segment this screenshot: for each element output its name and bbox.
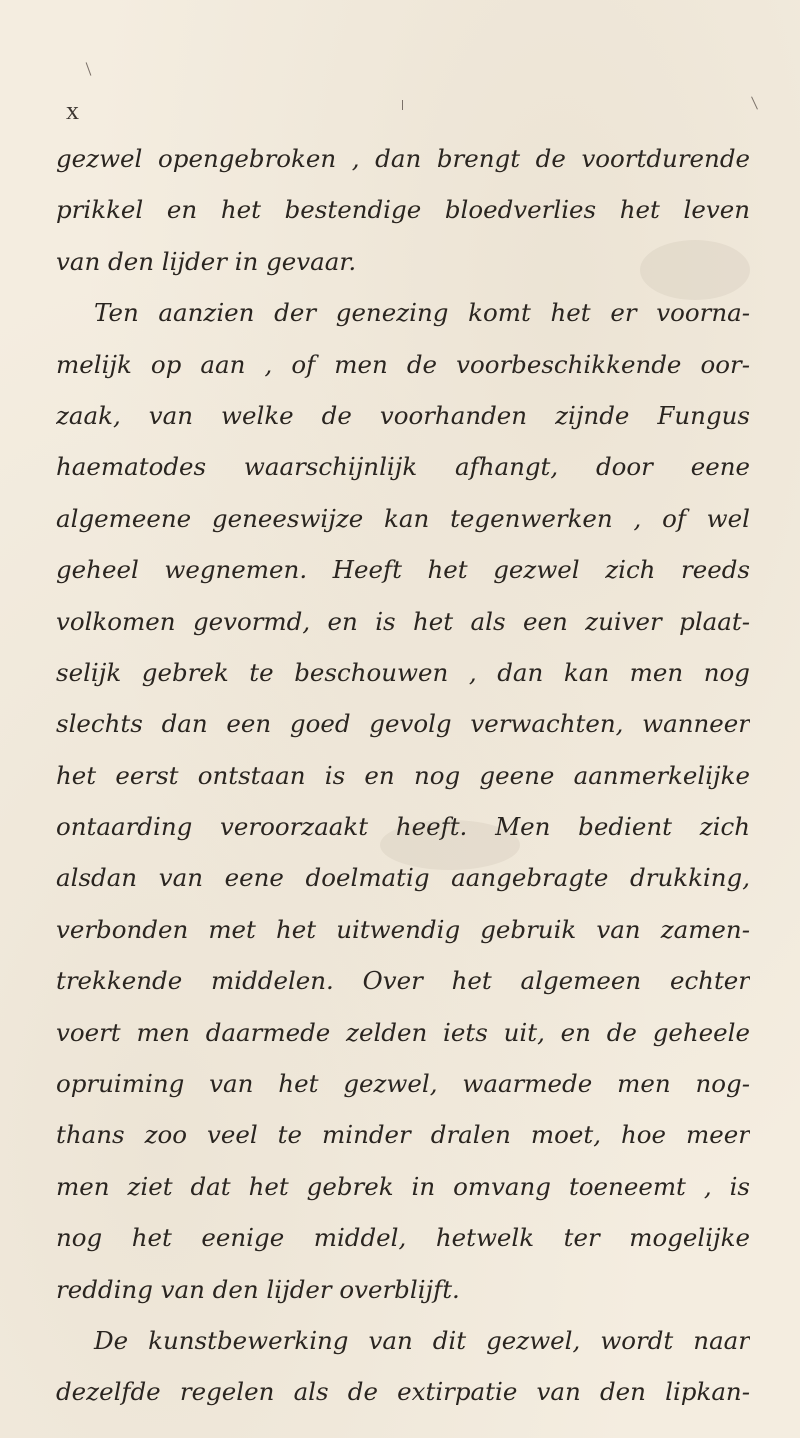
text-line: geheel wegnemen. Heeft het gezwel zich reeds [56,555,750,585]
text-line: ontaarding veroorzaakt heeft. Men bedient zich [56,812,750,842]
text-line: thans zoo veel te minder dralen moet, hoe meer [56,1120,750,1150]
text-line: melijk op aan , of men de voorbeschikkende oor- [56,349,750,379]
body-text [56,133,750,1418]
text-line: gezwel opengebroken , dan brengt de voortdurende [56,144,750,173]
margin-mark [86,62,92,75]
text-line: van den lijder in gevaar. [56,246,357,276]
text-line: volkomen gevormd, en is het als een zuiver plaat- [56,606,750,636]
text-line: Ten aanzien der genezing komt het er voorna- [94,298,750,328]
margin-mark [751,96,758,109]
text-line: trekkende middelen. Over het algemeen echter [56,966,750,996]
text-line: opruiming van het gezwel, waarmede men nog- [56,1069,750,1099]
text-line: verbonden met het uitwendig gebruik van zamen- [56,914,750,944]
text-line: men ziet dat het gebrek in omvang toeneemt , is [56,1171,750,1201]
text-line: redding van den lijder overblijft. [56,1274,460,1304]
page-marker: x [66,96,80,125]
text-line: algemeene geneeswijze kan tegenwerken , of wel [56,503,750,533]
text-line: slechts dan een goed gevolg verwachten, wanneer [56,709,750,739]
text-line: haematodes waarschijnlijk afhangt, door eene [56,452,750,482]
text-line: dezelfde regelen als de extirpatie van den lipkan- [56,1377,750,1407]
text-line: prikkel en het bestendige bloedverlies het leven [56,195,750,225]
margin-mark [402,100,403,110]
text-line: voert men daarmede zelden iets uit, en de geheele [56,1017,750,1047]
text-line: nog het eenige middel, hetwelk ter mogelijke [56,1223,750,1253]
text-line: het eerst ontstaan is en nog geene aanmerkelijke [56,760,750,790]
text-line: De kunstbewerking van dit gezwel, wordt naar [94,1325,750,1355]
text-line: zaak, van welke de voorhanden zijnde Fungus [56,400,750,430]
text-line: alsdan van eene doelmatig aangebragte drukking, [56,863,750,893]
text-line: selijk gebrek te beschouwen , dan kan men nog [56,657,750,687]
